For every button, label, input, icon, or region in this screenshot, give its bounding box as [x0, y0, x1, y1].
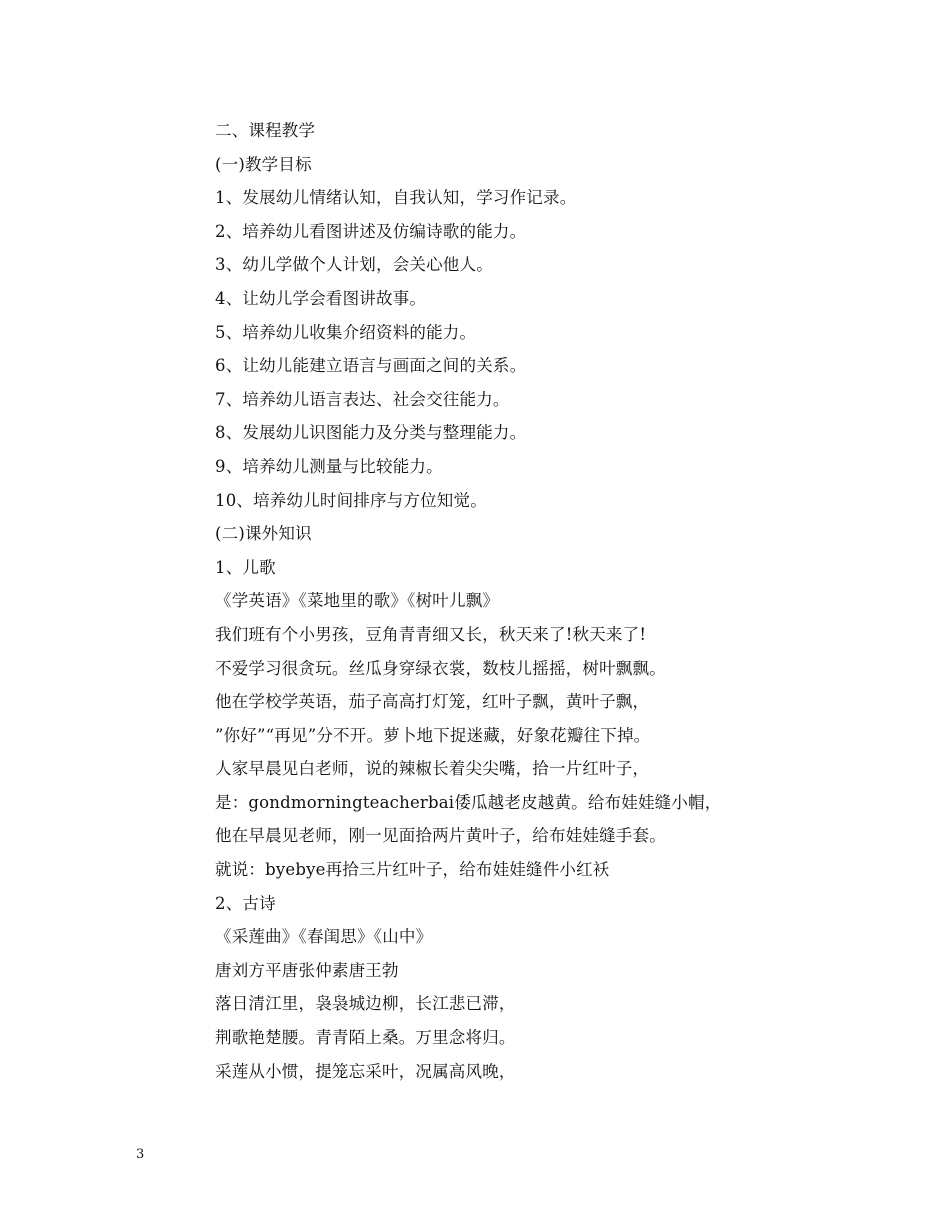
text-line: 不爱学习很贪玩。丝瓜身穿绿衣裳，数枝儿摇摇，树叶飘飘。: [215, 658, 666, 678]
objective-item: 4、让幼儿学会看图讲故事。: [215, 288, 427, 308]
objective-item: 8、发展幼儿识图能力及分类与整理能力。: [215, 423, 527, 443]
text-line: 荆歌艳楚腰。青青陌上桑。万里念将归。: [215, 1028, 516, 1048]
subsection-heading: (二)课外知识: [215, 524, 312, 544]
text-line: 采莲从小惯，提笼忘采叶，况属高风晚，: [215, 1061, 516, 1081]
text-line: 我们班有个小男孩，豆角青青细又长，秋天来了!秋天来了!: [215, 624, 647, 644]
objective-item: 1、发展幼儿情绪认知，自我认知，学习作记录。: [215, 188, 577, 208]
page-number: 3: [136, 1147, 145, 1162]
subsection-heading: (一)教学目标: [215, 154, 312, 174]
section-heading: 二、课程教学: [215, 121, 316, 140]
text-line: 人家早晨见白老师，说的辣椒长着尖尖嘴，拾一片红叶子，: [215, 759, 650, 779]
objective-item: 5、培养幼儿收集介绍资料的能力。: [215, 322, 477, 342]
title-list: 《学英语》《菜地里的歌》《树叶儿飘》: [215, 591, 500, 611]
text-line: 他在早晨见老师，刚一见面拾两片黄叶子，给布娃娃缝手套。: [215, 826, 666, 846]
text-line: 落日清江里，袅袅城边柳，长江悲已滞，: [215, 994, 516, 1014]
topic-heading: 1、儿歌: [215, 557, 276, 577]
author-line: 唐刘方平唐张仲素唐王勃: [215, 960, 399, 980]
topic-heading: 2、古诗: [215, 893, 276, 913]
title-list: 《采莲曲》《春闺思》《山中》: [215, 927, 433, 947]
document-body: [215, 114, 855, 1088]
text-line: ”你好”“再见”分不开。萝卜地下捉迷藏，好象花瓣往下掉。: [215, 725, 651, 745]
text-line: 是：gondmorningteacherbai倭瓜越老皮越黄。给布娃娃缝小帽，: [215, 792, 722, 812]
objective-item: 6、让幼儿能建立语言与画面之间的关系。: [215, 356, 527, 376]
objective-item: 10、培养幼儿时间排序与方位知觉。: [215, 490, 487, 510]
text-line: 他在学校学英语，茄子高高打灯笼，红叶子飘，黄叶子飘，: [215, 692, 650, 712]
objective-item: 3、幼儿学做个人计划，会关心他人。: [215, 255, 493, 275]
objective-item: 2、培养幼儿看图讲述及仿编诗歌的能力。: [215, 221, 527, 241]
text-line: 就说：byebye再拾三片红叶子，给布娃娃缝件小红袄: [215, 860, 610, 880]
objective-item: 7、培养幼儿语言表达、社会交往能力。: [215, 389, 510, 409]
objective-item: 9、培养幼儿测量与比较能力。: [215, 456, 443, 476]
